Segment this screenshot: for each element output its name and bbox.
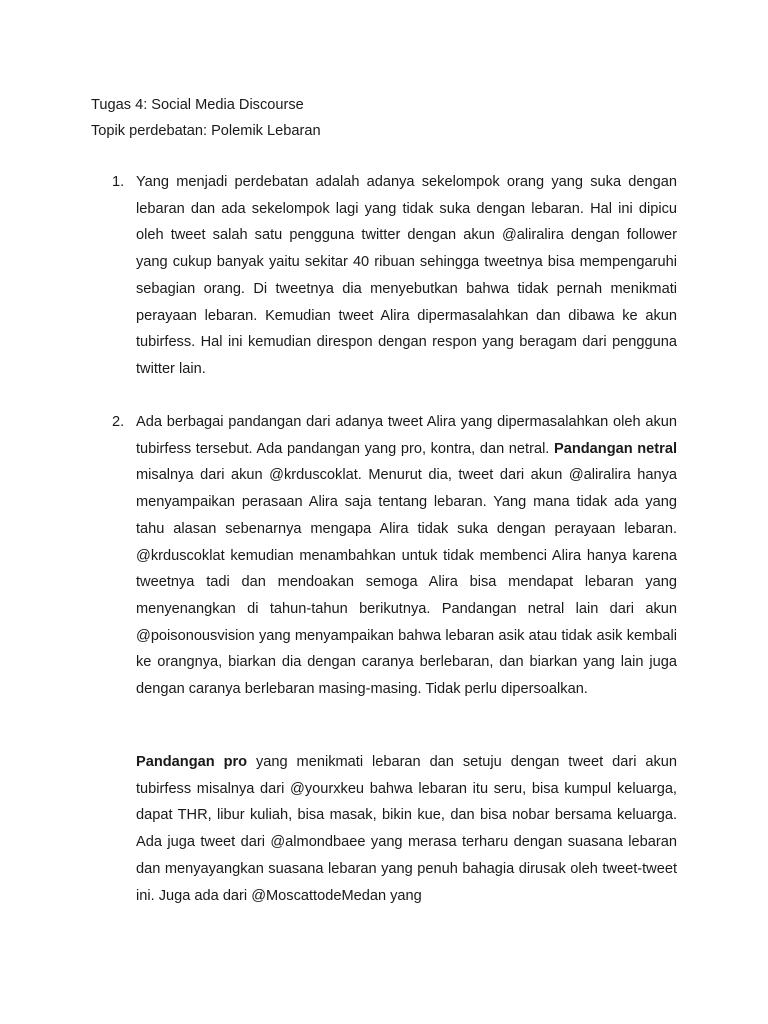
list-number: 2. <box>112 414 125 430</box>
paragraph-1 <box>136 169 677 383</box>
list-item-1 <box>112 169 677 383</box>
assignment-title: Tugas 4: Social Media Discourse <box>91 97 304 113</box>
neutral-view-label: Pandangan netral <box>554 440 678 457</box>
paragraph-3-block <box>136 749 677 909</box>
paragraph-2-text-before: Ada berbagai pandangan dari adanya tweet Alira yang dipermasalahkan oleh akun tubirfess tersebut. Ada pandangan yang pro, kontra, dan netral. <box>136 414 677 457</box>
paragraph-1-text: Yang menjadi perdebatan adalah adanya sekelompok orang yang suka dengan lebaran dan ada sekelompok lagi yang tidak suka dengan lebaran. Hal ini dipicu oleh tweet salah satu pengguna twitter dengan akun @aliralira dengan follower yang cukup banyak yaitu sekitar 40 ribuan sehingga tweetnya bisa mempengaruhi sebagian orang. Di tweetnya dia menyebutkan bahwa tidak pernah menikmati perayaan lebaran. Kemudian tweet Alira dipermasalahkan dan dibawa ke akun tubirfess. Hal ini kemudian direspon dengan respon yang beragam dari pengguna twitter lain. <box>136 174 677 377</box>
debate-topic: Topik perdebatan: Polemik Lebaran <box>91 123 321 139</box>
list-number: 1. <box>112 174 125 190</box>
paragraph-3-container <box>136 749 677 911</box>
list-item-2 <box>112 409 678 703</box>
paragraph-3-text: yang menikmati lebaran dan setuju dengan tweet dari akun tubirfess misalnya dari @yourxkeu bahwa lebaran itu seru, bisa kumpul keluarga, dapat THR, libur kuliah, bisa masak, bikin kue, dan bisa nobar bersama keluarga. Ada juga tweet dari @almondbaee yang merasa terharu dengan suasana lebaran dan menyayangkan suasana lebaran yang penuh bahagia dirusak oleh tweet-tweet ini. Juga ada dari @MoscattodeMedan yang <box>136 754 677 904</box>
paragraph-2-text-after: misalnya dari akun @krduscoklat. Menurut dia, tweet dari akun @aliralira hanya menyampaikan perasaan Alira saja tentang lebaran. Yang mana tidak ada yang tahu alasan sebenarnya mengapa Alira tidak suka dengan perayaan lebaran. @krduscoklat kemudian menambahkan untuk tidak membenci Alira hanya karena tweetnya tadi dan mendoakan semoga Alira bisa mendapat lebaran yang menyenangkan di tahun-tahun berikutnya. Pandangan netral lain dari akun @poisonousvision yang menyampaikan bahwa lebaran asik atau tidak asik kembali ke orangnya, biarkan dia dengan caranya berlebaran, dan biarkan yang lain juga dengan caranya berlebaran masing-masing. Tidak perlu dipersoalkan. <box>136 467 677 698</box>
pro-view-label: Pandangan pro <box>136 754 248 770</box>
paragraph-2 <box>136 409 677 703</box>
paragraph-3 <box>136 749 677 909</box>
document-header <box>91 92 321 144</box>
